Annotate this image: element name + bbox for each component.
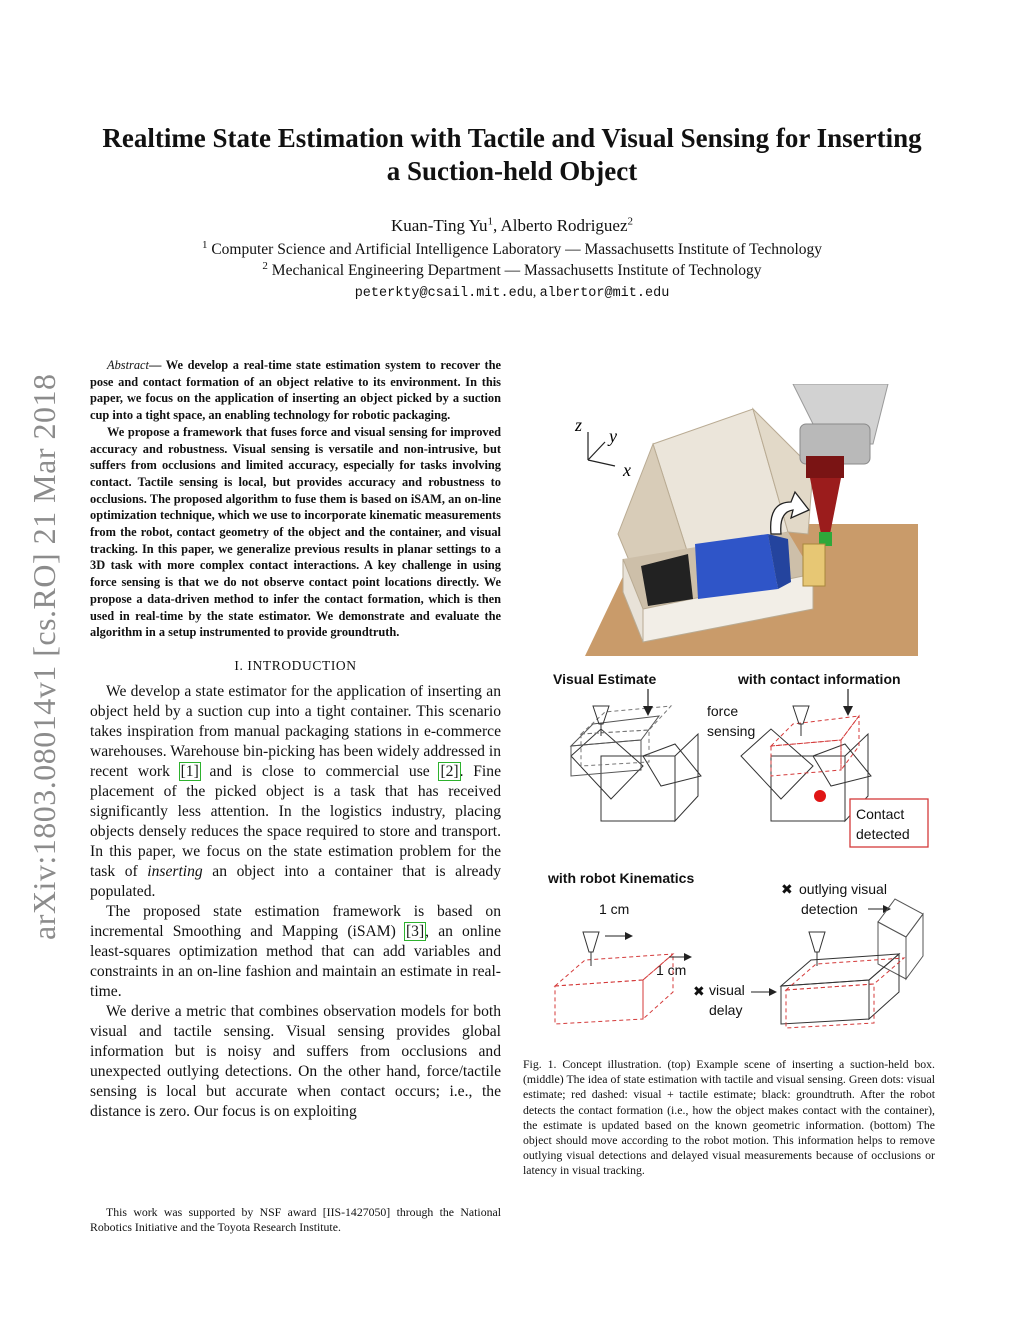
- contact-arrowhead: [843, 706, 853, 716]
- affiliation-1: [60, 240, 964, 260]
- with-contact-title: with contact information: [738, 671, 901, 687]
- intro-text: We develop a state estimator for the application of inserting an object held by a suction cup into a tight container. This scenario takes inspiration from manual packaging stations in e-commerce warehouses. Warehouse bin-picking has been widely addressed in recent work: [90, 682, 501, 780]
- affiliation-1-mark: 1: [201, 238, 208, 251]
- scene-photo: [523, 384, 935, 664]
- outlying-cross-icon: ✖: [781, 881, 793, 897]
- outlier-box-side: [906, 914, 923, 979]
- intro-text: , an online least-squares optimization method that can add variables and constraints in an on-line fashion and maintain an estimate in real-time.: [90, 922, 501, 1000]
- abstract: [90, 357, 501, 641]
- open-box-front: [601, 756, 675, 821]
- object-estimate-top: [786, 958, 904, 990]
- visual-estimate-title: Visual Estimate: [553, 671, 657, 687]
- object-groundtruth-front: [781, 980, 869, 1024]
- author-separator: ,: [492, 216, 501, 235]
- abstract-text-1: We develop a real-time state estimation system to recover the pose and contact formation of an object relative to its environment. In this paper, we focus on the application of inserting an object picked by a suction cup into a tight space, an enabling technology for robotic packaging.: [90, 358, 501, 423]
- email-2[interactable]: albertor@mit.edu: [539, 286, 670, 301]
- open-box-front: [771, 756, 845, 821]
- delay-label: delay: [709, 1002, 743, 1018]
- object-fused-estimate-side: [841, 716, 859, 770]
- section-title-introduction: I. INTRODUCTION: [234, 657, 357, 673]
- caption-label: Fig. 1.: [523, 1057, 557, 1071]
- affiliation-2-text: Mechanical Engineering Department — Massachusetts Institute of Technology: [271, 262, 762, 279]
- email-line: [60, 284, 964, 301]
- contact-point-marker: [814, 790, 826, 802]
- affiliation-2: [60, 261, 964, 281]
- motion-arrowhead-1: [625, 932, 633, 940]
- affiliation-1-text: Computer Science and Artificial Intelligence Laboratory — Massachusetts Institute of Technology: [211, 241, 823, 258]
- abstract-paragraph-1: [90, 357, 501, 424]
- caption-text: Concept illustration. (top) Example scene of inserting a suction-held box. (middle) The idea of state estimation with tactile and visual sensing. Green dots: visual estimate; red dashed: visual + tactile estimate; black: groundtruth. After the robot detects the contact formation (i.e., how the object makes contact with the container), the estimate is updated based on the known geometric information. (bottom) The object should move according to the robot motion. This information helps to remove outlying visual detections and delayed visual measurements because of occlusions or latency in visual tracking.: [523, 1057, 935, 1178]
- open-box-right-flap: [813, 744, 871, 786]
- intro-text: an object into a container that is already populated.: [90, 862, 501, 900]
- author-2-affiliation-mark: 2: [627, 215, 634, 228]
- outlier-box-top: [878, 899, 923, 937]
- introduction-body: [90, 682, 501, 1122]
- intro-text: The proposed state estimation framework is based on incremental Smoothing and Mapping (iSAM): [90, 902, 501, 940]
- outlier-box-front: [878, 922, 906, 979]
- visual-estimate-sketch: [571, 689, 701, 821]
- intro-paragraph-2: [90, 902, 501, 1002]
- figure-1-caption: [523, 1057, 935, 1179]
- kinematics-sketch-left: [555, 932, 692, 1024]
- suction-cup-icon: [593, 706, 609, 724]
- author-2: Alberto Rodriguez: [500, 216, 628, 235]
- object-fused-estimate-top: [771, 716, 859, 746]
- delay-arrowhead: [769, 988, 777, 996]
- abstract-dash: —: [149, 358, 166, 372]
- intro-text: . Fine placement of the picked object is a task that has received significantly less attention. In the logistics industry, placing objects densely reduces the space required to store and transport. In this paper, we focus on the state estimation problem for the task of: [90, 762, 501, 880]
- figure-1: [523, 384, 935, 1039]
- force-label: force: [707, 703, 739, 719]
- sensing-label: sensing: [707, 723, 756, 739]
- author-list: [60, 215, 964, 236]
- intro-paragraph-3: We derive a metric that combines observation models for both visual and tactile sensing. Visual sensing provides global information but is noisy and suffers from occlusions and unexpected outlying detections. On the other hand, force/tactile sensing is local but accurate when contact occurs; i.e., the distance is zero. Our focus is on exploiting: [90, 1002, 501, 1120]
- citation-link-2[interactable]: [2]: [440, 762, 459, 780]
- intro-paragraph-1: [90, 682, 501, 902]
- author-1-affiliation-mark: 1: [487, 215, 493, 228]
- affiliation-2-mark: 2: [262, 259, 268, 272]
- suction-cup-icon: [583, 932, 599, 952]
- citation-link-1[interactable]: [1]: [180, 762, 199, 780]
- left-column: [90, 357, 501, 1122]
- funding-footnote: This work was supported by NSF award [IIS-1427050] through the National Robotics Initiative and the Toyota Research Institute.: [90, 1205, 501, 1234]
- arxiv-identifier: arXiv:1803.08014v1 [cs.RO] 21 Mar 2018: [26, 373, 62, 940]
- suction-mount: [806, 456, 844, 478]
- suction-cup-icon: [793, 706, 809, 724]
- object-visual-estimate-front: [581, 730, 649, 766]
- object-estimate-front: [555, 980, 643, 1024]
- visual-label: visual: [709, 982, 745, 998]
- with-kinematics-title: with robot Kinematics: [548, 870, 695, 886]
- abstract-label: Abstract: [107, 358, 149, 372]
- outlying-visual-label: outlying visual: [799, 881, 887, 897]
- contact-detected-line-1: Contact: [856, 806, 905, 822]
- motion-arrowhead-2: [684, 953, 692, 961]
- visual-estimate-arrowhead: [643, 706, 653, 716]
- author-1: Kuan-Ting Yu: [390, 216, 488, 235]
- delay-cross-icon: ✖: [693, 983, 705, 999]
- suction-cup-icon: [809, 932, 825, 952]
- title-line-2: a Suction-held Object: [386, 156, 638, 186]
- email-1[interactable]: peterkty@csail.mit.edu: [354, 286, 533, 301]
- title-line-1: Realtime State Estimation with Tactile and Visual Sensing for Inserting: [102, 123, 922, 153]
- figure-1-illustration: [523, 384, 935, 1034]
- abstract-paragraph-2: We propose a framework that fuses force and visual sensing for improved accuracy and robustness. Visual sensing is versatile and non-intrusive, but suffers from occlusions and limited accuracy, especially for tasks involving contact. Tactile sensing is local, but provides accuracy and robustness to occlusions. The proposed algorithm to fuse them is based on iSAM, an on-line optimization technique, which we use to incorporate kinematic measurements from the robot, contact geometry of the object and the container, and visual tracking. In this paper, we generalize previous results in planar settings to a 3D task with more complex contact interactions. A key challenge in using force sensing is that we do not observe contact point locations directly. We propose a data-driven method to infer the contact formation, which is then used in real-time by the state estimator. We demonstrate and evaluate the algorithm in a setup instrumented to provide groundtruth.: [90, 424, 501, 640]
- axis-z-label: z: [575, 415, 583, 435]
- contact-detected-line-2: detected: [856, 826, 910, 842]
- citation-link-3[interactable]: [3]: [405, 922, 425, 940]
- kinematics-sketch-right: [781, 932, 904, 1028]
- axis-x-label: x: [623, 460, 631, 480]
- kinematics-step-label-1: 1 cm: [599, 901, 630, 917]
- detection-label: detection: [801, 901, 858, 917]
- blue-object: [695, 534, 778, 599]
- email-separator: ,: [532, 284, 540, 299]
- intro-text: and is close to commercial use: [199, 762, 440, 780]
- paper-title: [60, 122, 964, 188]
- intro-emphasis: inserting: [147, 862, 203, 880]
- axis-y-label: y: [609, 426, 617, 446]
- held-object: [803, 544, 825, 586]
- open-box-right-flap: [643, 744, 701, 786]
- object-fused-estimate-front: [771, 740, 841, 776]
- kinematics-step-label-2: 1 cm: [656, 962, 687, 978]
